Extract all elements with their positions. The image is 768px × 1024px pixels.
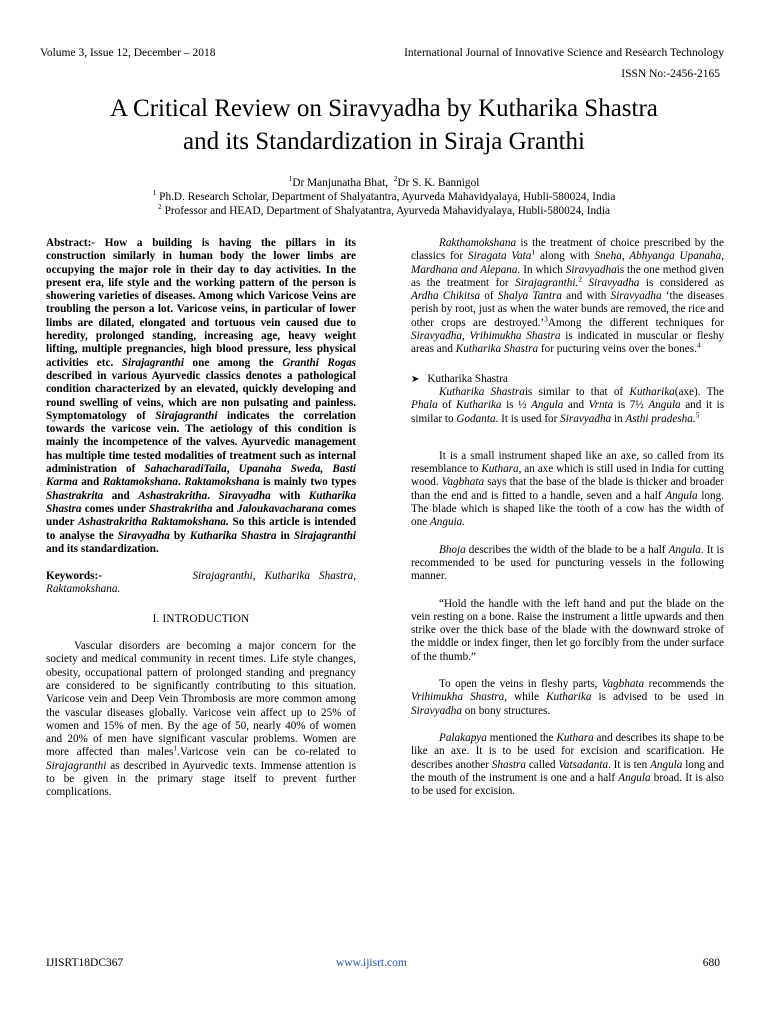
subheading-kutharika-shastra: ➤ Kutharika Shastra [411, 372, 508, 385]
paragraph-palakapya: Palakapya mentioned the Kuthara and describes its shape to be like an axe. It is to be used for excision and scarification. He describes another Shastra called Vatsadanta. It is ten Angula long and the mouth of the instrument is one and a half Angula broad. It is also to be used for excision. [411, 731, 725, 798]
paragraph-bhoja: Bhoja describes the width of the blade to be a half Angula. It is recommended to be used for puncturing vessels in the following manner. [411, 543, 725, 583]
abstract: Abstract:- How a building is having the pillars in its construction similarly in human body the lower limbs are occupying the major role in their day to day activities. In the present era, life style and the working pattern of the person is showering varieties of diseases. Among which Varicose Veins are troubling the person a lot. Varicose veins, in particular of lower limbs are dilated, elongated and tortuous vein caused due to heredity, prolonged standing, increasing age, heavy weight lifting, multiple pregnancies, high blood pressure, less physical activities etc. Sirajagranthi one among the Granthi Rogas described in various Ayurvedic classics denotes a pathological condition characterized by an elevated, quickly developing and round swelling of veins, which are non pulsating and painless. Symptomatology of Sirajagranthi indicates the correlation towards the varicose vein. The aetiology of this condition is mainly the incompetence of the valves. Ayurvedic management has multiple time tested modalities of treatment such as internal administration of SahacharadiTaila, Upanaha Sweda, Basti Karma and Raktamokshana. Raktamokshana is mainly two types Shastrakrita and Ashastrakritha. Siravyadha with Kutharika Shastra comes under Shastrakritha and Jaloukavacharana comes under Ashastrakritha Raktamokshana. So this article is intended to analyse the Siravyadha by Kutharika Shastra in Sirajagranthi and its standardization. [46, 237, 357, 555]
arrow-bullet-icon: ➤ [411, 373, 420, 385]
authors-block [30, 176, 738, 219]
paragraph-kutharika-definition: Kutharika Shastrais similar to that of Kutharika(axe). The Phala of Kutharika is ½ Angula and Vrnta is 7½ Angula and it is similar to Godanta. It is used for Siravyadha in Asthi pradesha.$^5$ [411, 385, 725, 425]
author-names: $^1$Dr Manjunatha Bhat, $^2$Dr S. K. Bannigol [288, 174, 480, 189]
journal-website-link[interactable]: www.ijisrt.com [336, 957, 407, 969]
page-number: 680 [702, 957, 720, 969]
paragraph-vagbhata: To open the veins in fleshy parts, Vagbhata recommends the Vrihimukha Shastra, while Kutharika is advised to be used in Siravyadha on bony structures. [411, 678, 725, 717]
paragraph-instrument-description: It is a small instrument shaped like an axe, so called from its resemblance to Kuthara, an axe which is still used in India for cutting wood. Vagbhata says that the base of the blade is thicker and broader than the end and is fitted to a handle, seven and a half Angula long. The blade which is shaped like the tooth of a cow has the width of one Anguia. [411, 449, 725, 529]
issn: ISSN No:-2456-2165 [621, 68, 720, 80]
right-column [411, 237, 724, 798]
intro-paragraph: Vascular disorders are becoming a major concern for the society and medical community in recent times. Life style changes, obesity, occupational pattern of prolonged standing and pregnancy are considered to be significantly contributing to this situation. Varicose vein and Deep Vein Thrombosis are more common among the vascular diseases globally. Varicose vein affect up to 25% of women and 15% of men. By the age of 50, nearly 40% of women and 20% of men have significant vascular problems. Women are more affected than males$^1$.Varicose vein can be co-related to Sirajagranthi as described in Ayurvedic texts. Immense attention is to be given in the primary stage itself to prevent further complications. [46, 640, 357, 799]
left-column [46, 237, 356, 800]
journal-name: International Journal of Innovative Science and Research Technology [404, 47, 724, 59]
section-heading-introduction: I. INTRODUCTION [152, 612, 250, 625]
title-line-1: A Critical Review on Siravyadha by Kutharika Shastra [110, 95, 658, 122]
paragraph-quotation: “Hold the handle with the left hand and put the blade on the vein resting on a bone. Raise the instrument a little upwards and then strike over the thick base of the blade with the downward stroke of the middle or index finger, then let go forcibly from the under surface of the thumb.” [411, 597, 724, 663]
keywords: Keywords:- Sirajagranthi, Kutharika Shastra, Raktamokshana. [46, 570, 356, 596]
volume-info: Volume 3, Issue 12, December – 2018 [40, 47, 216, 59]
affiliation-2: $^2$ Professor and HEAD, Department of Shalyatantra, Ayurveda Mahavidyalaya, Hubli-580024, India [158, 202, 610, 218]
paper-title [30, 92, 738, 158]
title-line-2: and its Standardization in Siraja Granthi [183, 128, 585, 155]
paper-id: IJISRT18DC367 [46, 957, 124, 969]
affiliation-1: $^1$ Ph.D. Research Scholar, Department of Shalyatantra, Ayurveda Mahavidyalaya, Hubli-580024, India [152, 188, 616, 204]
paragraph-rakthamokshana: Rakthamokshana is the treatment of choice prescribed by the classics for Siragata Vata$^1$ along with Sneha, Abhyanga Upanaha, Mardhana and Alepana. In which Siravyadhais the one method given as the treatment for Sirajagranthi.$^2$ Siravyadha is considered as Ardha Chikitsa of Shalya Tantra and with Siravyadha ‘the diseases perish by root, just as when the water bunds are removed, the rice and other crops are destroyed.’$^3$Among the different techniques for Siravyadha, Vrihimukha Shastra is indicated in muscular or fleshy areas and Kutharika Shastra for pucturing veins over the bones.$^4$ [411, 237, 725, 356]
